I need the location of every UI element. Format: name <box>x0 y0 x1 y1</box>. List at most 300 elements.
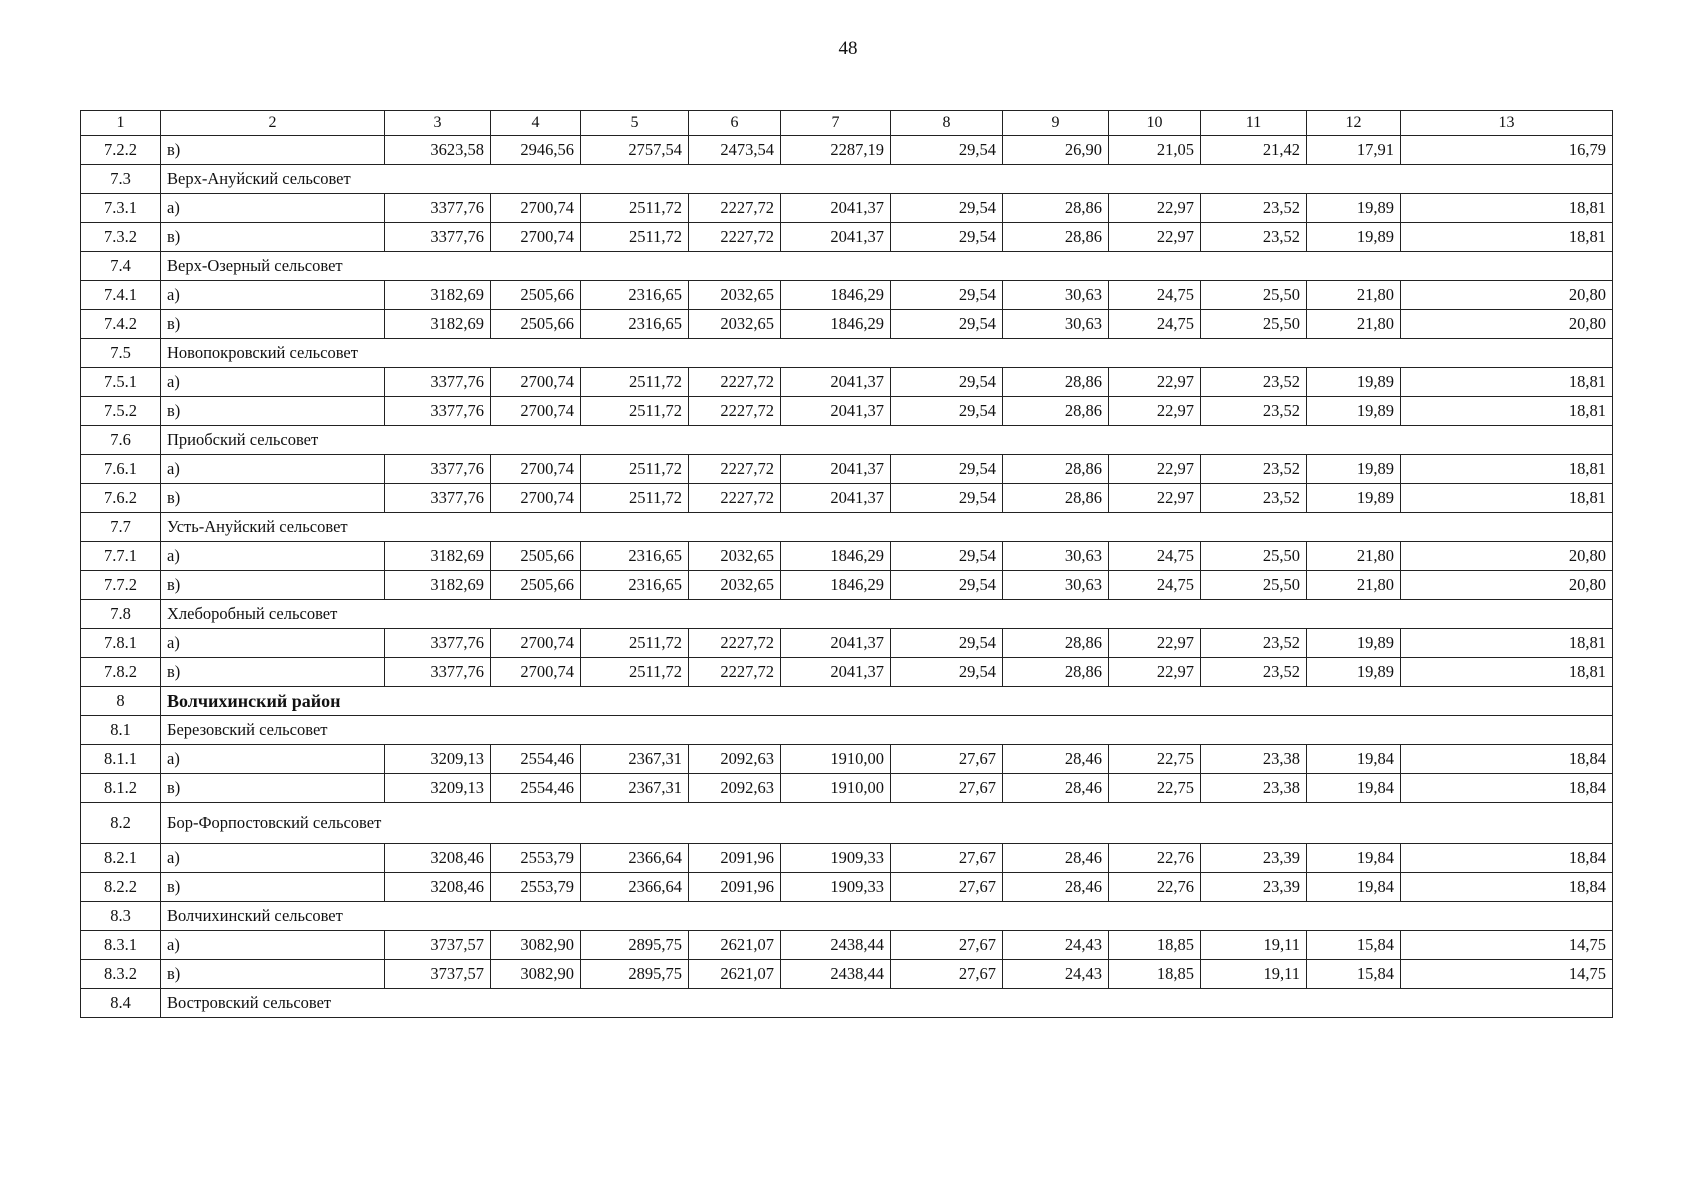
table-row <box>81 960 1613 989</box>
table-row <box>81 745 1613 774</box>
value-cell: 27,67 <box>891 873 1003 902</box>
value-cell: 2366,64 <box>581 873 689 902</box>
row-label: в) <box>161 960 385 989</box>
value-cell: 2511,72 <box>581 397 689 426</box>
value-cell: 18,85 <box>1109 960 1201 989</box>
value-cell: 18,81 <box>1401 484 1613 513</box>
column-header: 12 <box>1307 111 1401 136</box>
value-cell: 23,38 <box>1201 745 1307 774</box>
value-cell: 2700,74 <box>491 397 581 426</box>
value-cell: 20,80 <box>1401 310 1613 339</box>
value-cell: 2041,37 <box>781 629 891 658</box>
value-cell: 28,86 <box>1003 484 1109 513</box>
value-cell: 22,76 <box>1109 873 1201 902</box>
value-cell: 23,39 <box>1201 873 1307 902</box>
page-number: 48 <box>838 38 858 59</box>
value-cell: 22,97 <box>1109 484 1201 513</box>
row-code: 8.4 <box>81 989 161 1018</box>
header-row <box>81 111 1613 136</box>
row-code: 7.7 <box>81 513 161 542</box>
value-cell: 2041,37 <box>781 484 891 513</box>
value-cell: 28,46 <box>1003 774 1109 803</box>
value-cell: 20,80 <box>1401 281 1613 310</box>
value-cell: 21,80 <box>1307 281 1401 310</box>
section-row <box>81 716 1613 745</box>
value-cell: 19,89 <box>1307 397 1401 426</box>
value-cell: 2511,72 <box>581 658 689 687</box>
row-code: 8 <box>81 687 161 716</box>
value-cell: 28,86 <box>1003 194 1109 223</box>
section-title: Хлеборобный сельсовет <box>161 600 1613 629</box>
row-label: а) <box>161 931 385 960</box>
table-row <box>81 844 1613 873</box>
table-row <box>81 658 1613 687</box>
value-cell: 2092,63 <box>689 745 781 774</box>
value-cell: 2316,65 <box>581 281 689 310</box>
value-cell: 22,97 <box>1109 368 1201 397</box>
value-cell: 2041,37 <box>781 658 891 687</box>
value-cell: 28,86 <box>1003 455 1109 484</box>
row-code: 8.3.2 <box>81 960 161 989</box>
value-cell: 29,54 <box>891 194 1003 223</box>
row-code: 7.5.1 <box>81 368 161 397</box>
value-cell: 3208,46 <box>385 873 491 902</box>
value-cell: 29,54 <box>891 571 1003 600</box>
column-header: 10 <box>1109 111 1201 136</box>
column-header: 2 <box>161 111 385 136</box>
row-label: в) <box>161 397 385 426</box>
row-code: 7.4.2 <box>81 310 161 339</box>
table-row <box>81 542 1613 571</box>
value-cell: 2511,72 <box>581 223 689 252</box>
value-cell: 23,52 <box>1201 194 1307 223</box>
value-cell: 14,75 <box>1401 931 1613 960</box>
value-cell: 2554,46 <box>491 745 581 774</box>
row-label: а) <box>161 629 385 658</box>
value-cell: 2227,72 <box>689 484 781 513</box>
value-cell: 3209,13 <box>385 745 491 774</box>
section-title: Волчихинский сельсовет <box>161 902 1613 931</box>
value-cell: 2041,37 <box>781 194 891 223</box>
row-code: 8.3 <box>81 902 161 931</box>
row-code: 7.8 <box>81 600 161 629</box>
value-cell: 23,52 <box>1201 629 1307 658</box>
value-cell: 1909,33 <box>781 873 891 902</box>
value-cell: 18,85 <box>1109 931 1201 960</box>
value-cell: 18,81 <box>1401 455 1613 484</box>
value-cell: 3377,76 <box>385 397 491 426</box>
column-header: 1 <box>81 111 161 136</box>
value-cell: 26,90 <box>1003 136 1109 165</box>
column-header: 3 <box>385 111 491 136</box>
value-cell: 2553,79 <box>491 844 581 873</box>
value-cell: 1846,29 <box>781 542 891 571</box>
table-body <box>81 136 1613 1018</box>
row-code: 7.6.1 <box>81 455 161 484</box>
value-cell: 3082,90 <box>491 960 581 989</box>
value-cell: 3208,46 <box>385 844 491 873</box>
row-code: 7.8.1 <box>81 629 161 658</box>
value-cell: 2367,31 <box>581 774 689 803</box>
value-cell: 1909,33 <box>781 844 891 873</box>
value-cell: 28,86 <box>1003 368 1109 397</box>
section-row <box>81 902 1613 931</box>
row-label: в) <box>161 484 385 513</box>
value-cell: 2473,54 <box>689 136 781 165</box>
value-cell: 25,50 <box>1201 281 1307 310</box>
value-cell: 2700,74 <box>491 223 581 252</box>
value-cell: 18,81 <box>1401 629 1613 658</box>
value-cell: 29,54 <box>891 484 1003 513</box>
value-cell: 29,54 <box>891 281 1003 310</box>
row-label: а) <box>161 745 385 774</box>
value-cell: 24,75 <box>1109 310 1201 339</box>
value-cell: 28,46 <box>1003 873 1109 902</box>
value-cell: 24,75 <box>1109 571 1201 600</box>
row-code: 8.2 <box>81 803 161 844</box>
row-label: в) <box>161 873 385 902</box>
value-cell: 2438,44 <box>781 931 891 960</box>
section-title: Усть-Ануйский сельсовет <box>161 513 1613 542</box>
value-cell: 2316,65 <box>581 310 689 339</box>
row-label: в) <box>161 310 385 339</box>
row-code: 7.3.2 <box>81 223 161 252</box>
section-title <box>161 803 1613 844</box>
column-header: 8 <box>891 111 1003 136</box>
value-cell: 2511,72 <box>581 629 689 658</box>
value-cell: 2227,72 <box>689 368 781 397</box>
value-cell: 28,46 <box>1003 844 1109 873</box>
value-cell: 2700,74 <box>491 484 581 513</box>
value-cell: 3377,76 <box>385 455 491 484</box>
value-cell: 2227,72 <box>689 397 781 426</box>
value-cell: 22,97 <box>1109 223 1201 252</box>
value-cell: 3082,90 <box>491 931 581 960</box>
table-row <box>81 873 1613 902</box>
value-cell: 2946,56 <box>491 136 581 165</box>
value-cell: 24,43 <box>1003 931 1109 960</box>
table-row <box>81 194 1613 223</box>
value-cell: 2032,65 <box>689 310 781 339</box>
row-code: 7.5.2 <box>81 397 161 426</box>
value-cell: 3377,76 <box>385 368 491 397</box>
column-header: 11 <box>1201 111 1307 136</box>
value-cell: 1846,29 <box>781 310 891 339</box>
value-cell: 2091,96 <box>689 844 781 873</box>
value-cell: 3377,76 <box>385 629 491 658</box>
value-cell: 3377,76 <box>385 194 491 223</box>
value-cell: 22,97 <box>1109 397 1201 426</box>
value-cell: 2621,07 <box>689 931 781 960</box>
value-cell: 19,89 <box>1307 484 1401 513</box>
value-cell: 23,52 <box>1201 368 1307 397</box>
value-cell: 2895,75 <box>581 960 689 989</box>
value-cell: 29,54 <box>891 136 1003 165</box>
value-cell: 2041,37 <box>781 397 891 426</box>
table-row <box>81 484 1613 513</box>
value-cell: 23,52 <box>1201 658 1307 687</box>
value-cell: 29,54 <box>891 368 1003 397</box>
value-cell: 2700,74 <box>491 455 581 484</box>
tariff-table <box>80 110 1613 1018</box>
row-code: 8.1 <box>81 716 161 745</box>
value-cell: 2032,65 <box>689 571 781 600</box>
value-cell: 27,67 <box>891 774 1003 803</box>
section-title: Верх-Озерный сельсовет <box>161 252 1613 281</box>
row-code: 7.2.2 <box>81 136 161 165</box>
value-cell: 18,84 <box>1401 873 1613 902</box>
value-cell: 19,84 <box>1307 844 1401 873</box>
value-cell: 2511,72 <box>581 194 689 223</box>
section-title: Верх-Ануйский сельсовет <box>161 165 1613 194</box>
table-row <box>81 629 1613 658</box>
value-cell: 24,43 <box>1003 960 1109 989</box>
district-title: Волчихинский район <box>161 687 1613 716</box>
value-cell: 2366,64 <box>581 844 689 873</box>
column-header: 4 <box>491 111 581 136</box>
value-cell: 21,05 <box>1109 136 1201 165</box>
value-cell: 2041,37 <box>781 368 891 397</box>
value-cell: 18,84 <box>1401 774 1613 803</box>
value-cell: 21,80 <box>1307 542 1401 571</box>
value-cell: 21,80 <box>1307 310 1401 339</box>
value-cell: 27,67 <box>891 960 1003 989</box>
value-cell: 18,84 <box>1401 745 1613 774</box>
value-cell: 15,84 <box>1307 960 1401 989</box>
value-cell: 3182,69 <box>385 571 491 600</box>
value-cell: 18,81 <box>1401 658 1613 687</box>
value-cell: 16,79 <box>1401 136 1613 165</box>
value-cell: 3377,76 <box>385 484 491 513</box>
value-cell: 19,84 <box>1307 873 1401 902</box>
value-cell: 2438,44 <box>781 960 891 989</box>
row-label: в) <box>161 136 385 165</box>
value-cell: 3377,76 <box>385 658 491 687</box>
column-header: 13 <box>1401 111 1613 136</box>
value-cell: 29,54 <box>891 658 1003 687</box>
value-cell: 2511,72 <box>581 484 689 513</box>
value-cell: 19,89 <box>1307 629 1401 658</box>
value-cell: 2505,66 <box>491 542 581 571</box>
section-title: Новопокровский сельсовет <box>161 339 1613 368</box>
value-cell: 20,80 <box>1401 542 1613 571</box>
section-title: Приобский сельсовет <box>161 426 1613 455</box>
row-code: 7.5 <box>81 339 161 368</box>
value-cell: 24,75 <box>1109 281 1201 310</box>
value-cell: 3377,76 <box>385 223 491 252</box>
value-cell: 1910,00 <box>781 745 891 774</box>
table-row <box>81 223 1613 252</box>
value-cell: 28,86 <box>1003 658 1109 687</box>
value-cell: 2227,72 <box>689 455 781 484</box>
row-code: 7.8.2 <box>81 658 161 687</box>
value-cell: 21,80 <box>1307 571 1401 600</box>
value-cell: 3737,57 <box>385 931 491 960</box>
row-code: 8.3.1 <box>81 931 161 960</box>
row-code: 7.6 <box>81 426 161 455</box>
row-code: 7.7.2 <box>81 571 161 600</box>
value-cell: 22,97 <box>1109 658 1201 687</box>
value-cell: 27,67 <box>891 931 1003 960</box>
value-cell: 3623,58 <box>385 136 491 165</box>
value-cell: 17,91 <box>1307 136 1401 165</box>
value-cell: 2367,31 <box>581 745 689 774</box>
value-cell: 29,54 <box>891 223 1003 252</box>
section-title: Березовский сельсовет <box>161 716 1613 745</box>
value-cell: 20,80 <box>1401 571 1613 600</box>
value-cell: 1846,29 <box>781 571 891 600</box>
value-cell: 22,75 <box>1109 745 1201 774</box>
section-row <box>81 989 1613 1018</box>
value-cell: 2505,66 <box>491 281 581 310</box>
value-cell: 19,89 <box>1307 658 1401 687</box>
row-code: 7.7.1 <box>81 542 161 571</box>
value-cell: 1846,29 <box>781 281 891 310</box>
row-code: 8.1.1 <box>81 745 161 774</box>
value-cell: 2227,72 <box>689 223 781 252</box>
value-cell: 22,97 <box>1109 194 1201 223</box>
section-row <box>81 252 1613 281</box>
value-cell: 2505,66 <box>491 310 581 339</box>
value-cell: 18,81 <box>1401 223 1613 252</box>
row-label: а) <box>161 368 385 397</box>
value-cell: 2700,74 <box>491 658 581 687</box>
value-cell: 21,42 <box>1201 136 1307 165</box>
value-cell: 3182,69 <box>385 281 491 310</box>
district-row <box>81 687 1613 716</box>
row-label: а) <box>161 844 385 873</box>
table-row <box>81 931 1613 960</box>
row-label: в) <box>161 571 385 600</box>
value-cell: 19,11 <box>1201 931 1307 960</box>
value-cell: 27,67 <box>891 745 1003 774</box>
value-cell: 30,63 <box>1003 281 1109 310</box>
value-cell: 2227,72 <box>689 629 781 658</box>
row-label: а) <box>161 542 385 571</box>
row-label: в) <box>161 658 385 687</box>
value-cell: 19,84 <box>1307 774 1401 803</box>
section-row <box>81 803 1613 844</box>
row-code: 7.4 <box>81 252 161 281</box>
value-cell: 2554,46 <box>491 774 581 803</box>
row-label: в) <box>161 774 385 803</box>
value-cell: 18,81 <box>1401 368 1613 397</box>
column-header: 5 <box>581 111 689 136</box>
value-cell: 28,86 <box>1003 629 1109 658</box>
value-cell: 28,86 <box>1003 223 1109 252</box>
value-cell: 22,75 <box>1109 774 1201 803</box>
value-cell: 2227,72 <box>689 658 781 687</box>
value-cell: 2700,74 <box>491 368 581 397</box>
value-cell: 2032,65 <box>689 542 781 571</box>
section-row <box>81 165 1613 194</box>
value-cell: 2700,74 <box>491 194 581 223</box>
value-cell: 3209,13 <box>385 774 491 803</box>
row-label: в) <box>161 223 385 252</box>
value-cell: 19,89 <box>1307 368 1401 397</box>
value-cell: 1910,00 <box>781 774 891 803</box>
row-code: 7.3 <box>81 165 161 194</box>
value-cell: 23,38 <box>1201 774 1307 803</box>
section-row <box>81 426 1613 455</box>
value-cell: 30,63 <box>1003 542 1109 571</box>
value-cell: 2511,72 <box>581 368 689 397</box>
value-cell: 23,52 <box>1201 455 1307 484</box>
value-cell: 14,75 <box>1401 960 1613 989</box>
value-cell: 2041,37 <box>781 455 891 484</box>
table-row <box>81 368 1613 397</box>
column-header: 7 <box>781 111 891 136</box>
table-row <box>81 774 1613 803</box>
value-cell: 2895,75 <box>581 931 689 960</box>
table-row <box>81 136 1613 165</box>
value-cell: 2227,72 <box>689 194 781 223</box>
value-cell: 25,50 <box>1201 310 1307 339</box>
value-cell: 29,54 <box>891 629 1003 658</box>
table-row <box>81 455 1613 484</box>
value-cell: 2316,65 <box>581 542 689 571</box>
section-row <box>81 339 1613 368</box>
value-cell: 19,89 <box>1307 455 1401 484</box>
value-cell: 23,52 <box>1201 397 1307 426</box>
value-cell: 2041,37 <box>781 223 891 252</box>
value-cell: 2316,65 <box>581 571 689 600</box>
column-header: 6 <box>689 111 781 136</box>
value-cell: 19,84 <box>1307 745 1401 774</box>
value-cell: 25,50 <box>1201 542 1307 571</box>
value-cell: 29,54 <box>891 542 1003 571</box>
value-cell: 29,54 <box>891 397 1003 426</box>
table-row <box>81 397 1613 426</box>
row-code: 7.3.1 <box>81 194 161 223</box>
value-cell: 28,86 <box>1003 397 1109 426</box>
row-label: а) <box>161 455 385 484</box>
section-row <box>81 513 1613 542</box>
value-cell: 30,63 <box>1003 571 1109 600</box>
table-header <box>81 111 1613 136</box>
value-cell: 15,84 <box>1307 931 1401 960</box>
value-cell: 3737,57 <box>385 960 491 989</box>
value-cell: 29,54 <box>891 455 1003 484</box>
value-cell: 18,81 <box>1401 194 1613 223</box>
value-cell: 2511,72 <box>581 455 689 484</box>
value-cell: 23,39 <box>1201 844 1307 873</box>
value-cell: 19,89 <box>1307 223 1401 252</box>
value-cell: 2092,63 <box>689 774 781 803</box>
value-cell: 28,46 <box>1003 745 1109 774</box>
value-cell: 2621,07 <box>689 960 781 989</box>
value-cell: 30,63 <box>1003 310 1109 339</box>
value-cell: 23,52 <box>1201 484 1307 513</box>
value-cell: 2091,96 <box>689 873 781 902</box>
row-label: а) <box>161 194 385 223</box>
value-cell: 2032,65 <box>689 281 781 310</box>
value-cell: 2553,79 <box>491 873 581 902</box>
value-cell: 25,50 <box>1201 571 1307 600</box>
row-code: 8.2.1 <box>81 844 161 873</box>
table-row <box>81 281 1613 310</box>
row-code: 7.6.2 <box>81 484 161 513</box>
value-cell: 19,89 <box>1307 194 1401 223</box>
value-cell: 27,67 <box>891 844 1003 873</box>
value-cell: 3182,69 <box>385 310 491 339</box>
value-cell: 18,81 <box>1401 397 1613 426</box>
value-cell: 3182,69 <box>385 542 491 571</box>
column-header: 9 <box>1003 111 1109 136</box>
value-cell: 18,84 <box>1401 844 1613 873</box>
table-row <box>81 310 1613 339</box>
value-cell: 23,52 <box>1201 223 1307 252</box>
